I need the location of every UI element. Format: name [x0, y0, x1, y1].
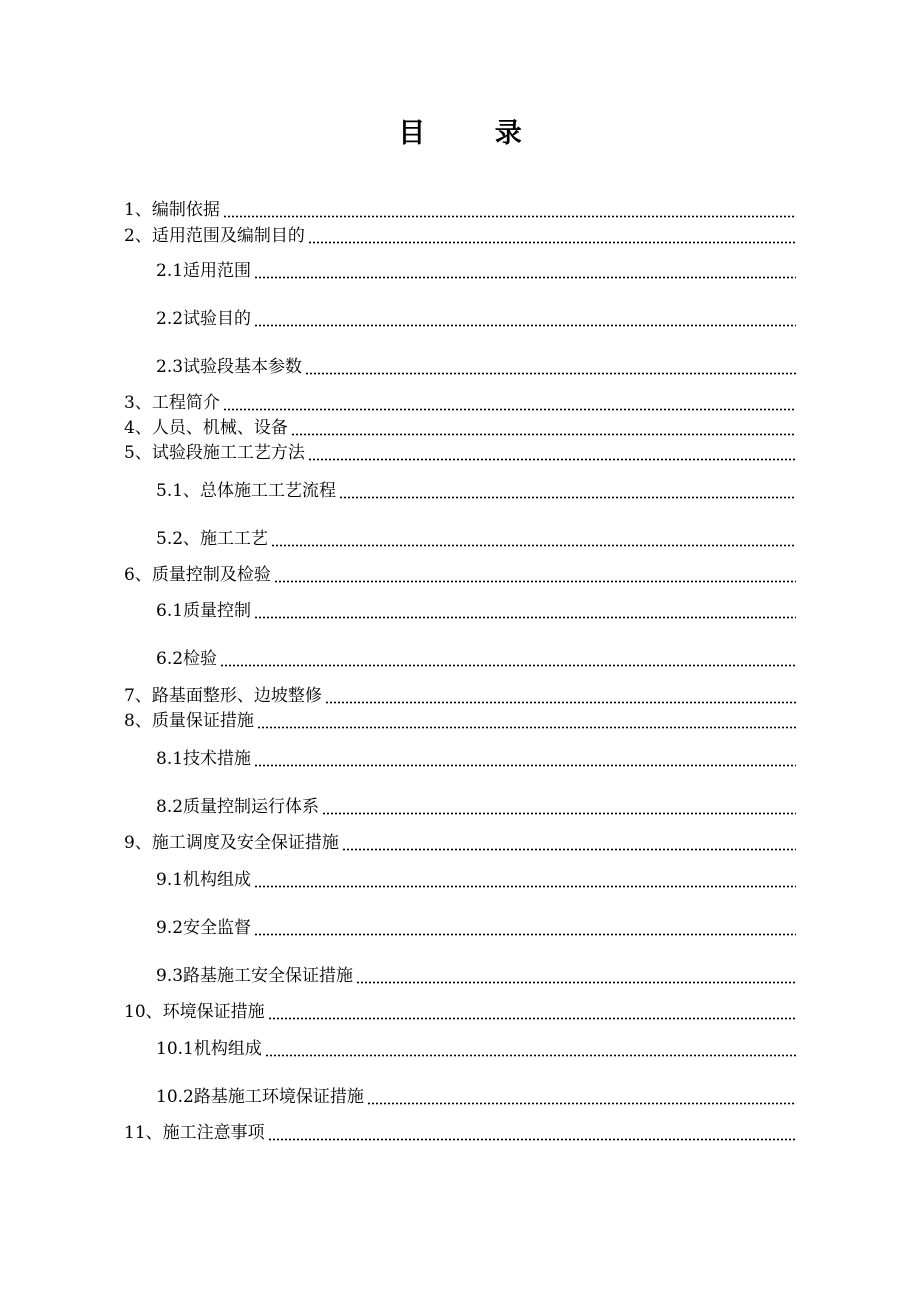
toc-entry-text: 5、试验段施工工艺方法: [124, 443, 305, 463]
toc-subentry: [156, 1084, 796, 1108]
toc-entry-text: 9.2安全监督: [156, 918, 252, 938]
toc-entry-text: 8、质量保证措施: [124, 711, 254, 731]
toc-leader-dots: [342, 848, 796, 851]
toc-subentry: [156, 915, 796, 939]
toc-leader-dots: [254, 885, 796, 888]
toc-subentry: [156, 598, 796, 622]
toc-entry: [124, 390, 796, 414]
toc-entry: [124, 708, 796, 732]
toc-entry-text: 8.2质量控制运行体系: [156, 797, 320, 817]
toc-entry-text: 2.2试验目的: [156, 309, 252, 329]
toc-entry: [124, 562, 796, 586]
toc-entry: [124, 999, 796, 1023]
toc-subentry: [156, 867, 796, 891]
toc-entry-text: 2.3试验段基本参数: [156, 357, 303, 377]
toc-subentry: [156, 306, 796, 330]
toc-subentry: [156, 963, 796, 987]
toc-entry-text: 5.1、总体施工工艺流程: [156, 481, 337, 501]
toc-entry-text: 3、工程简介: [124, 393, 220, 413]
toc-entry-text: 9.1机构组成: [156, 870, 252, 890]
toc-leader-dots: [305, 372, 796, 375]
toc-entry-text: 9.3路基施工安全保证措施: [156, 966, 354, 986]
toc-entry-text: 10、环境保证措施: [124, 1002, 265, 1022]
toc-entry-text: 6、质量控制及检验: [124, 565, 271, 585]
toc-leader-dots: [223, 408, 796, 411]
toc-entry-text: 6.1质量控制: [156, 601, 252, 621]
toc-subentry: [156, 526, 796, 550]
toc-entry: [124, 223, 796, 247]
toc-entry-text: 9、施工调度及安全保证措施: [124, 833, 339, 853]
toc-entry: [124, 197, 796, 221]
toc-subentry: [156, 794, 796, 818]
toc-leader-dots: [254, 276, 796, 279]
toc-leader-dots: [254, 616, 796, 619]
toc-leader-dots: [257, 726, 796, 729]
toc-subentry: [156, 478, 796, 502]
toc-entry: [124, 830, 796, 854]
toc-title: 目 录: [398, 118, 552, 149]
toc-leader-dots: [254, 764, 796, 767]
toc-entry-text: 2、适用范围及编制目的: [124, 226, 305, 246]
toc-leader-dots: [268, 1138, 796, 1141]
toc-leader-dots: [268, 1017, 796, 1020]
toc-leader-dots: [274, 580, 796, 583]
toc-leader-dots: [325, 701, 796, 704]
toc-leader-dots: [339, 496, 796, 499]
toc-subentry: [156, 354, 796, 378]
toc-entry: [124, 1120, 796, 1144]
toc-subentry: [156, 258, 796, 282]
toc-leader-dots: [322, 812, 796, 815]
toc-leader-dots: [367, 1102, 796, 1105]
toc-entry-text: 6.2检验: [156, 649, 218, 669]
toc-leader-dots: [254, 933, 796, 936]
toc-leader-dots: [356, 981, 796, 984]
toc-entry-text: 7、路基面整形、边坡整修: [124, 686, 322, 706]
toc-leader-dots: [308, 241, 796, 244]
toc-entry-text: 5.2、施工工艺: [156, 529, 269, 549]
toc-leader-dots: [308, 458, 796, 461]
toc-entry-text: 10.2路基施工环境保证措施: [156, 1087, 364, 1107]
toc-entry-text: 8.1技术措施: [156, 749, 252, 769]
toc-entry-text: 4、人员、机械、设备: [124, 418, 288, 438]
toc-subentry: [156, 646, 796, 670]
toc-entry: [124, 440, 796, 464]
toc-entry: [124, 415, 796, 439]
toc-entry-text: 10.1机构组成: [156, 1039, 262, 1059]
toc-leader-dots: [220, 664, 796, 667]
toc-leader-dots: [271, 544, 796, 547]
toc-subentry: [156, 1036, 796, 1060]
toc-entry-text: 1、编制依据: [124, 200, 220, 220]
toc-subentry: [156, 746, 796, 770]
toc-leader-dots: [254, 324, 796, 327]
toc-leader-dots: [291, 433, 796, 436]
toc-leader-dots: [265, 1054, 796, 1057]
toc-entry-text: 2.1适用范围: [156, 261, 252, 281]
toc-entry: [124, 683, 796, 707]
toc-leader-dots: [223, 215, 796, 218]
toc-entry-text: 11、施工注意事项: [124, 1123, 265, 1143]
